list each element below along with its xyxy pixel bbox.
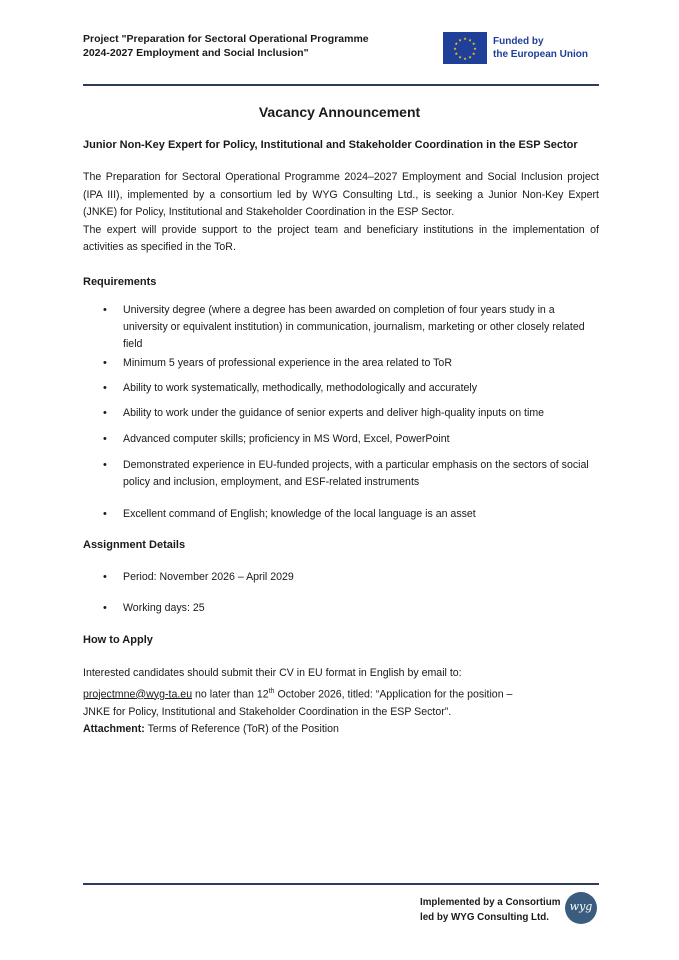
apply-line1: Interested candidates should submit their CV in EU format in English by email to:: [83, 667, 462, 679]
assignment-heading: Assignment Details: [83, 539, 186, 551]
svg-text:★: ★: [463, 36, 467, 41]
attachment-line: [83, 721, 603, 739]
apply-paragraph: [83, 665, 603, 739]
svg-text:★: ★: [458, 37, 462, 43]
page-header: [83, 32, 599, 72]
consortium-text: [420, 895, 560, 925]
eu-flag-icon: [443, 32, 487, 64]
intro-paragraph: [83, 169, 599, 257]
list-item: • Excellent command of English; knowledge of the local language is an asset: [103, 508, 476, 520]
requirement-text: Ability to work under the guidance of senior experts and deliver high-quality inputs on time: [123, 407, 545, 419]
svg-text:★: ★: [453, 46, 457, 51]
intro-text-1: The Preparation for Sectoral Operational Programme 2024–2027 Employment and Social Inclusion project (IPA III), implemented by a consortium led by WYG Consulting Ltd., is seeking a Junior Non-Key Expert (JNKE) for Policy, Institutional and Stakeholder Coordination in the ESP Sector.: [83, 171, 599, 218]
list-item: • Ability to work under the guidance of senior experts and deliver high-quality inputs on time: [103, 407, 545, 419]
attachment-label: Attachment:: [83, 723, 145, 736]
svg-text:★: ★: [454, 41, 459, 46]
wyg-logo: [565, 892, 597, 924]
list-item: • Demonstrated experience in EU-funded projects, with a particular emphasis on the sectors of social policy and inclusion, employment, and ESF-related instruments: [103, 459, 589, 488]
header-divider: [83, 84, 599, 86]
footer-divider: [83, 883, 599, 885]
svg-text:★: ★: [471, 51, 476, 56]
requirement-text: Advanced computer skills; proficiency in MS Word, Excel, PowerPoint: [123, 433, 450, 445]
requirement-text: Demonstrated experience in EU-funded projects, with a particular emphasis on the sectors of social policy and inclusion, employment, and ESF-related instruments: [123, 459, 589, 488]
svg-text:★: ★: [468, 37, 472, 43]
svg-text:★: ★: [468, 54, 472, 60]
svg-text:★: ★: [471, 41, 476, 46]
list-item: • Minimum 5 years of professional experience in the area related to ToR: [103, 357, 452, 369]
svg-text:★: ★: [473, 46, 477, 51]
assignment-text: Period: November 2026 – April 2029: [123, 571, 294, 583]
consortium-line2: led by WYG Consulting Ltd.: [420, 912, 549, 923]
intro-text-2: The expert will provide support to the project team and beneficiary institutions in the implementation of activities as specified in the ToR.: [83, 223, 599, 253]
list-item: • Advanced computer skills; proficiency in MS Word, Excel, PowerPoint: [103, 433, 450, 445]
svg-text:★: ★: [454, 51, 459, 56]
requirement-text: University degree (where a degree has been awarded on completion of four years study in a university or equivalent institution) in communication, journalism, marketing or other closely related field: [123, 304, 585, 350]
project-title-line1: Project "Preparation for Sectoral Operational Programme: [83, 33, 369, 45]
eu-funding-logo: [443, 32, 603, 66]
consortium-line1: Implemented by a Consortium: [420, 897, 561, 908]
requirements-heading: Requirements: [83, 276, 157, 288]
page-title: Vacancy Announcement: [258, 104, 421, 120]
requirement-text: Ability to work systematically, methodically, methodologically and accurately: [123, 382, 478, 394]
eu-funded-text: [493, 35, 588, 61]
email-link[interactable]: projectmne@wyg-ta.eu: [83, 688, 193, 701]
apply-deadline-text: no later than 12: [192, 688, 269, 701]
position-title: Junior Non-Key Expert for Policy, Institutional and Stakeholder Coordination in the ESP Sector: [83, 139, 578, 151]
requirement-text: Minimum 5 years of professional experience in the area related to ToR: [123, 357, 452, 369]
list-item: • Period: November 2026 – April 2029: [103, 571, 294, 583]
project-title: [83, 32, 413, 60]
attachment-text: Terms of Reference (ToR) of the Position: [144, 723, 339, 736]
eu-funded-line1: Funded by: [493, 36, 544, 47]
eu-funded-line2: the European Union: [493, 49, 588, 60]
list-item: • University degree (where a degree has been awarded on completion of four years study in a university or equivalent institution) in communication, journalism, marketing or other closely related field: [103, 304, 585, 350]
project-title-line2: 2024-2027 Employment and Social Inclusion": [83, 47, 309, 59]
apply-title-text: October 2026, titled: “Application for the position –: [274, 688, 513, 701]
apply-line3: JNKE for Policy, Institutional and Stakeholder Coordination in the ESP Sector”.: [83, 705, 452, 718]
apply-line2: [83, 683, 603, 704]
list-item: • Ability to work systematically, methodically, methodologically and accurately: [103, 382, 478, 394]
ordinal-suffix: th: [268, 687, 275, 695]
svg-text:★: ★: [458, 54, 462, 60]
how-to-apply-heading: How to Apply: [83, 634, 153, 646]
svg-text:★: ★: [463, 56, 467, 61]
assignment-text: Working days: 25: [123, 602, 205, 614]
wyg-logo-text: wyg: [569, 900, 593, 913]
requirement-text: Excellent command of English; knowledge of the local language is an asset: [123, 508, 476, 520]
list-item: • Working days: 25: [103, 602, 205, 614]
